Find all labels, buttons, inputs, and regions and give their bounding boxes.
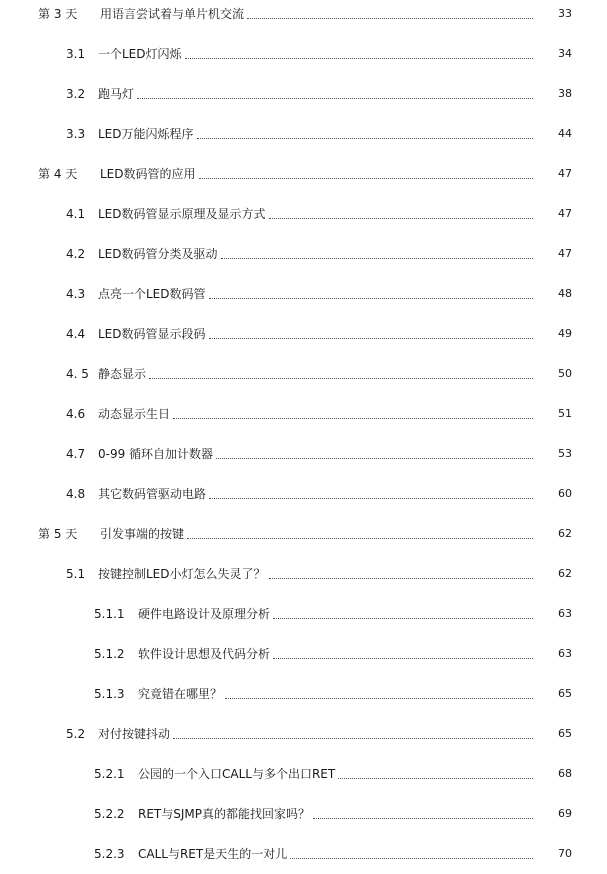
dot-leader xyxy=(199,177,533,179)
toc-entry-title: 对付按键抖动 xyxy=(98,727,171,741)
toc-entry[interactable] xyxy=(0,842,607,862)
dot-leader xyxy=(269,577,533,579)
toc-entry-page: 47 xyxy=(558,247,572,260)
toc-entry-page: 47 xyxy=(558,167,572,180)
toc-entry-page: 63 xyxy=(558,607,572,620)
toc-entry-title: 究竟错在哪里？ xyxy=(138,687,223,701)
toc-entry-number: 5.1.2 xyxy=(94,647,125,661)
toc-entry-page: 68 xyxy=(558,767,572,780)
toc-entry-page: 62 xyxy=(558,567,572,580)
toc-entry-number: 4.1 xyxy=(66,207,86,221)
toc-entry-number: 5.1.3 xyxy=(94,687,125,701)
dot-leader xyxy=(338,777,533,779)
toc-entry-page: 34 xyxy=(558,47,572,60)
toc-entry-number: 4.4 xyxy=(66,327,86,341)
toc-entry-title: 引发事端的按键 xyxy=(100,527,185,541)
toc-entry-page: 70 xyxy=(558,847,572,860)
toc-entry-page: 44 xyxy=(558,127,572,140)
toc-entry-number: 5.2.2 xyxy=(94,807,125,821)
toc-entry-number: 4.6 xyxy=(66,407,86,421)
toc-entry[interactable] xyxy=(0,162,607,182)
toc-entry-title: LED数码管显示原理及显示方式 xyxy=(98,207,266,221)
dot-leader xyxy=(273,657,533,659)
toc-entry[interactable] xyxy=(0,442,607,462)
toc-entry-number: 5.2.1 xyxy=(94,767,125,781)
toc-entry[interactable] xyxy=(0,362,607,382)
dot-leader xyxy=(269,217,533,219)
toc-entry-page: 65 xyxy=(558,687,572,700)
toc-entry-title: LED数码管显示段码 xyxy=(98,327,206,341)
toc-entry-title: 按键控制LED小灯怎么失灵了？ xyxy=(98,567,266,581)
toc-entry-number: 5.1 xyxy=(66,567,86,581)
toc-entry-page: 62 xyxy=(558,527,572,540)
toc-entry-number: 3.2 xyxy=(66,87,86,101)
toc-entry-title: 静态显示 xyxy=(98,367,147,381)
toc-entry-number: 5.2 xyxy=(66,727,86,741)
dot-leader xyxy=(209,497,533,499)
toc-entry-page: 48 xyxy=(558,287,572,300)
toc-entry-page: 51 xyxy=(558,407,572,420)
toc-entry-number: 4.8 xyxy=(66,487,86,501)
toc-entry[interactable] xyxy=(0,242,607,262)
toc-entry-title: 跑马灯 xyxy=(98,87,135,101)
dot-leader xyxy=(221,257,533,259)
toc-entry-number: 3.3 xyxy=(66,127,86,141)
toc-entry[interactable] xyxy=(0,82,607,102)
toc-entry-page: 33 xyxy=(558,7,572,20)
toc-entry-title: 其它数码管驱动电路 xyxy=(98,487,207,501)
dot-leader xyxy=(197,137,533,139)
dot-leader xyxy=(149,377,533,379)
toc-entry[interactable] xyxy=(0,522,607,542)
toc-entry[interactable] xyxy=(0,122,607,142)
toc-entry[interactable] xyxy=(0,282,607,302)
dot-leader xyxy=(216,457,533,459)
dot-leader xyxy=(187,537,533,539)
toc-entry-number: 3.1 xyxy=(66,47,86,61)
toc-entry-number: 第 3 天 xyxy=(38,7,78,21)
toc-entry-number: 4.7 xyxy=(66,447,86,461)
toc-entry-number: 第 5 天 xyxy=(38,527,78,541)
dot-leader xyxy=(247,17,533,19)
toc-entry-title: LED万能闪烁程序 xyxy=(98,127,194,141)
toc-entry-title: LED数码管分类及驱动 xyxy=(98,247,218,261)
toc-entry[interactable] xyxy=(0,602,607,622)
toc-entry[interactable] xyxy=(0,642,607,662)
toc-entry-title: 用语言尝试着与单片机交流 xyxy=(100,7,245,21)
toc-entry-title: CALL与RET是天生的一对儿 xyxy=(138,847,288,861)
toc-entry-page: 53 xyxy=(558,447,572,460)
toc-entry-page: 47 xyxy=(558,207,572,220)
toc-entry-title: 硬件电路设计及原理分析 xyxy=(138,607,271,621)
dot-leader xyxy=(290,857,533,859)
toc-entry-page: 49 xyxy=(558,327,572,340)
toc-entry[interactable] xyxy=(0,402,607,422)
toc-entry[interactable] xyxy=(0,42,607,62)
toc-entry[interactable] xyxy=(0,562,607,582)
toc-entry-title: 点亮一个LED数码管 xyxy=(98,287,206,301)
dot-leader xyxy=(209,297,533,299)
toc-entry-title: 动态显示生日 xyxy=(98,407,171,421)
toc-entry[interactable] xyxy=(0,482,607,502)
toc-entry[interactable] xyxy=(0,682,607,702)
toc-entry[interactable] xyxy=(0,802,607,822)
toc-entry-page: 63 xyxy=(558,647,572,660)
toc-entry-number: 4.2 xyxy=(66,247,86,261)
toc-entry-title: LED数码管的应用 xyxy=(100,167,196,181)
toc-entry-page: 69 xyxy=(558,807,572,820)
toc-entry-page: 60 xyxy=(558,487,572,500)
toc-entry-number: 第 4 天 xyxy=(38,167,78,181)
toc-entry-title: 公园的一个入口CALL与多个出口RET xyxy=(138,767,336,781)
dot-leader xyxy=(173,417,533,419)
toc-entry-title: 软件设计思想及代码分析 xyxy=(138,647,271,661)
toc-entry[interactable] xyxy=(0,322,607,342)
dot-leader xyxy=(137,97,533,99)
dot-leader xyxy=(173,737,533,739)
toc-entry-number: 5.2.3 xyxy=(94,847,125,861)
toc-entry-page: 65 xyxy=(558,727,572,740)
dot-leader xyxy=(209,337,533,339)
toc-entry-number: 5.1.1 xyxy=(94,607,125,621)
toc-entry[interactable] xyxy=(0,722,607,742)
toc-entry-title: 一个LED灯闪烁 xyxy=(98,47,182,61)
toc-entry-page: 38 xyxy=(558,87,572,100)
toc-entry[interactable] xyxy=(0,762,607,782)
toc-entry-number: 4. 5 xyxy=(66,367,89,381)
dot-leader xyxy=(185,57,533,59)
toc-entry[interactable] xyxy=(0,2,607,22)
dot-leader xyxy=(225,697,533,699)
toc-entry-title: RET与SJMP真的都能找回家吗？ xyxy=(138,807,310,821)
dot-leader xyxy=(313,817,533,819)
toc-entry[interactable] xyxy=(0,202,607,222)
toc-entry-page: 50 xyxy=(558,367,572,380)
toc-entry-title: 0-99 循环自加计数器 xyxy=(98,447,214,461)
dot-leader xyxy=(273,617,533,619)
toc-entry-number: 4.3 xyxy=(66,287,86,301)
